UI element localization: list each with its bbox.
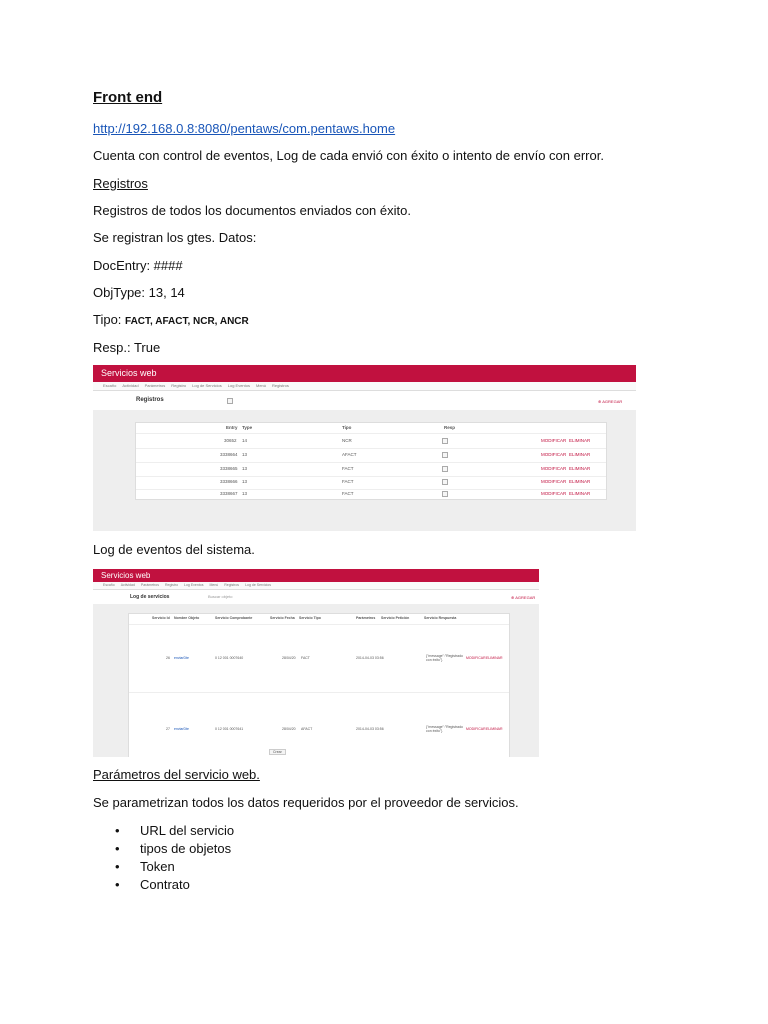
crumb[interactable]: Registros	[224, 583, 240, 587]
modify-button[interactable]: MODIFICAR	[541, 491, 567, 496]
intro-text: Cuenta con control de eventos, Log de cada envió con éxito o intento de envío con error.	[93, 148, 604, 163]
search-input[interactable]: Buscar objeto	[208, 594, 233, 599]
breadcrumb	[93, 582, 539, 590]
crumb[interactable]: Parámetros	[144, 383, 166, 388]
page-titlebar	[93, 391, 636, 410]
docentry-text: DocEntry: ####	[93, 258, 183, 273]
modify-button[interactable]: MODIFICAR	[541, 438, 567, 443]
crumb[interactable]: Registros	[272, 383, 289, 388]
breadcrumb	[93, 382, 636, 391]
tipo-cell: FACT	[342, 491, 354, 496]
registran-text: Se registran los gtes. Datos:	[93, 230, 257, 245]
crumb[interactable]: Log Eventos	[184, 583, 204, 587]
crumb[interactable]: Parámetros	[140, 583, 159, 587]
delete-button[interactable]: ELIMINAR	[486, 656, 503, 660]
crumb[interactable]: Menú	[256, 383, 267, 388]
bullet-icon: •	[115, 859, 120, 874]
checkbox-icon[interactable]	[442, 466, 448, 472]
crumb[interactable]: Log Eventos	[227, 383, 250, 388]
page-titlebar	[93, 590, 539, 604]
app-header: Servicios web	[93, 365, 636, 382]
object-link[interactable]: enviarDte	[174, 656, 189, 660]
comp-cell: 0 12 001 0007641	[215, 727, 244, 731]
col-header: Nombre Objeto	[174, 616, 200, 620]
modify-button[interactable]: MODIFICAR	[466, 656, 486, 660]
add-button[interactable]: ⊕ AGREGAR	[511, 595, 536, 600]
delete-button[interactable]: ELIMINAR	[569, 479, 591, 484]
col-header: Servicio Tipo	[299, 616, 321, 620]
id-cell: 27	[166, 727, 170, 731]
list-item	[115, 822, 234, 840]
type-cell: 14	[242, 438, 248, 443]
delete-button[interactable]: ELIMINAR	[569, 466, 591, 471]
type-cell: 13	[242, 452, 248, 457]
tipo-cell: AFACT	[342, 452, 357, 457]
comp-cell: 0 12 001 0007640	[215, 656, 244, 660]
param-cell: 2014-04-03 03:56	[356, 727, 384, 731]
tipo-label: Tipo:	[93, 312, 126, 327]
modify-button[interactable]: MODIFICAR	[541, 466, 567, 471]
col-header: Servicio Petición	[381, 616, 410, 620]
col-header: Parámetros	[356, 616, 376, 620]
tipo-cell: NCR	[342, 438, 352, 443]
entry-cell: 3338666	[220, 479, 238, 484]
crumb[interactable]: Menú	[209, 583, 219, 587]
crumb[interactable]: Log de Servicios	[245, 583, 271, 587]
object-link[interactable]: enviarDte	[174, 727, 189, 731]
objtype-text: ObjType: 13, 14	[93, 285, 185, 300]
col-header: Servicio Comprobante	[215, 616, 253, 620]
log-screenshot	[93, 569, 539, 757]
resp-cell: {"message":"Registrado con éxito"}	[426, 725, 463, 733]
modify-button[interactable]: MODIFICAR	[466, 727, 486, 731]
checkbox-icon[interactable]	[442, 491, 448, 497]
entry-cell: 3338667	[220, 491, 238, 496]
log-heading: Log de eventos del sistema.	[93, 542, 255, 557]
col-header: Servicio Id	[152, 616, 170, 620]
type-cell: 13	[242, 466, 248, 471]
registros-desc: Registros de todos los documentos enviados con éxito.	[93, 203, 411, 218]
checkbox-icon[interactable]	[442, 438, 448, 444]
modify-button[interactable]: MODIFICAR	[541, 479, 567, 484]
list-item-text: Contrato	[140, 877, 190, 892]
table-header	[136, 425, 606, 434]
col-header: Resp	[444, 425, 456, 430]
table-row	[136, 476, 606, 490]
tipo-line	[93, 312, 249, 330]
param-cell: 2014-04-03 03:56	[356, 656, 384, 660]
modify-button[interactable]: MODIFICAR	[541, 452, 567, 457]
app-header: Servicios web	[93, 569, 539, 582]
registros-table	[135, 422, 607, 500]
resp-text: Resp.: True	[93, 340, 161, 355]
col-header: Tipo	[342, 425, 352, 430]
delete-button[interactable]: ELIMINAR	[486, 727, 503, 731]
list-item-text: tipos de objetos	[140, 841, 232, 856]
tipo-values: FACT, AFACT, NCR, ANCR	[125, 316, 249, 327]
registros-heading: Registros	[93, 176, 148, 191]
entry-cell: 30652	[224, 438, 237, 443]
fecha-cell: 28/04/20	[282, 656, 296, 660]
checkbox-icon[interactable]	[227, 398, 233, 404]
bullet-icon: •	[115, 823, 120, 838]
table-row	[136, 489, 606, 499]
tipo-cell: FACT	[301, 656, 310, 660]
fecha-cell: 28/04/20	[282, 727, 296, 731]
list-item	[115, 858, 234, 876]
type-cell: 13	[242, 479, 248, 484]
checkbox-icon[interactable]	[442, 452, 448, 458]
table-row	[136, 449, 606, 463]
crumb[interactable]: Actividad	[120, 583, 135, 587]
delete-button[interactable]: ELIMINAR	[569, 452, 591, 457]
table-row	[136, 463, 606, 477]
url-link[interactable]: http://192.168.0.8:8080/pentaws/com.pentaws.home	[93, 121, 396, 136]
list-item	[115, 840, 234, 858]
list-item	[115, 876, 234, 894]
resp-cell: {"message":"Registrado con éxito"}	[426, 654, 463, 662]
crumb[interactable]: Escaño	[103, 383, 117, 388]
crumb[interactable]: Registro	[164, 583, 179, 587]
entry-cell: 3338664	[220, 452, 238, 457]
id-cell: 26	[166, 656, 170, 660]
list-item-text: URL del servicio	[140, 823, 235, 838]
params-desc: Se parametrizan todos los datos requeridos por el proveedor de servicios.	[93, 795, 519, 810]
type-cell: 13	[242, 491, 248, 496]
tipo-cell: FACT	[342, 466, 354, 471]
crumb[interactable]: Log de Servicios	[192, 383, 222, 388]
delete-button[interactable]: ELIMINAR	[569, 438, 591, 443]
list-item-text: Token	[140, 859, 175, 874]
col-header: Entry	[226, 425, 238, 430]
log-table	[128, 613, 510, 757]
delete-button[interactable]: ELIMINAR	[569, 491, 591, 496]
crumb[interactable]: Actividad	[122, 383, 139, 388]
table-row	[136, 435, 606, 449]
table-row	[129, 626, 509, 693]
requirements-list	[115, 822, 234, 894]
tipo-cell: FACT	[342, 479, 354, 484]
doc-title: Front end	[93, 89, 163, 106]
registros-screenshot	[93, 365, 636, 531]
entry-cell: 3338665	[220, 466, 238, 471]
table-header	[129, 616, 509, 625]
tipo-cell: AFACT	[301, 727, 313, 731]
col-header: Servicio Fecha	[270, 616, 295, 620]
table-row	[129, 693, 509, 757]
bullet-icon: •	[115, 841, 120, 856]
page-title: Log de servicios	[130, 594, 170, 600]
checkbox-icon[interactable]	[442, 479, 448, 485]
page-title: Registros	[136, 397, 164, 403]
col-header: Servicio Respuesta	[424, 616, 457, 620]
col-header: Type	[242, 425, 253, 430]
crumb[interactable]: Registro	[171, 383, 187, 388]
params-heading: Parámetros del servicio web.	[93, 767, 260, 782]
bullet-icon: •	[115, 877, 120, 892]
create-button[interactable]: Crear	[269, 749, 286, 755]
crumb[interactable]: Escaño	[103, 583, 115, 587]
add-button[interactable]: ⊕ AGREGAR	[598, 399, 623, 404]
